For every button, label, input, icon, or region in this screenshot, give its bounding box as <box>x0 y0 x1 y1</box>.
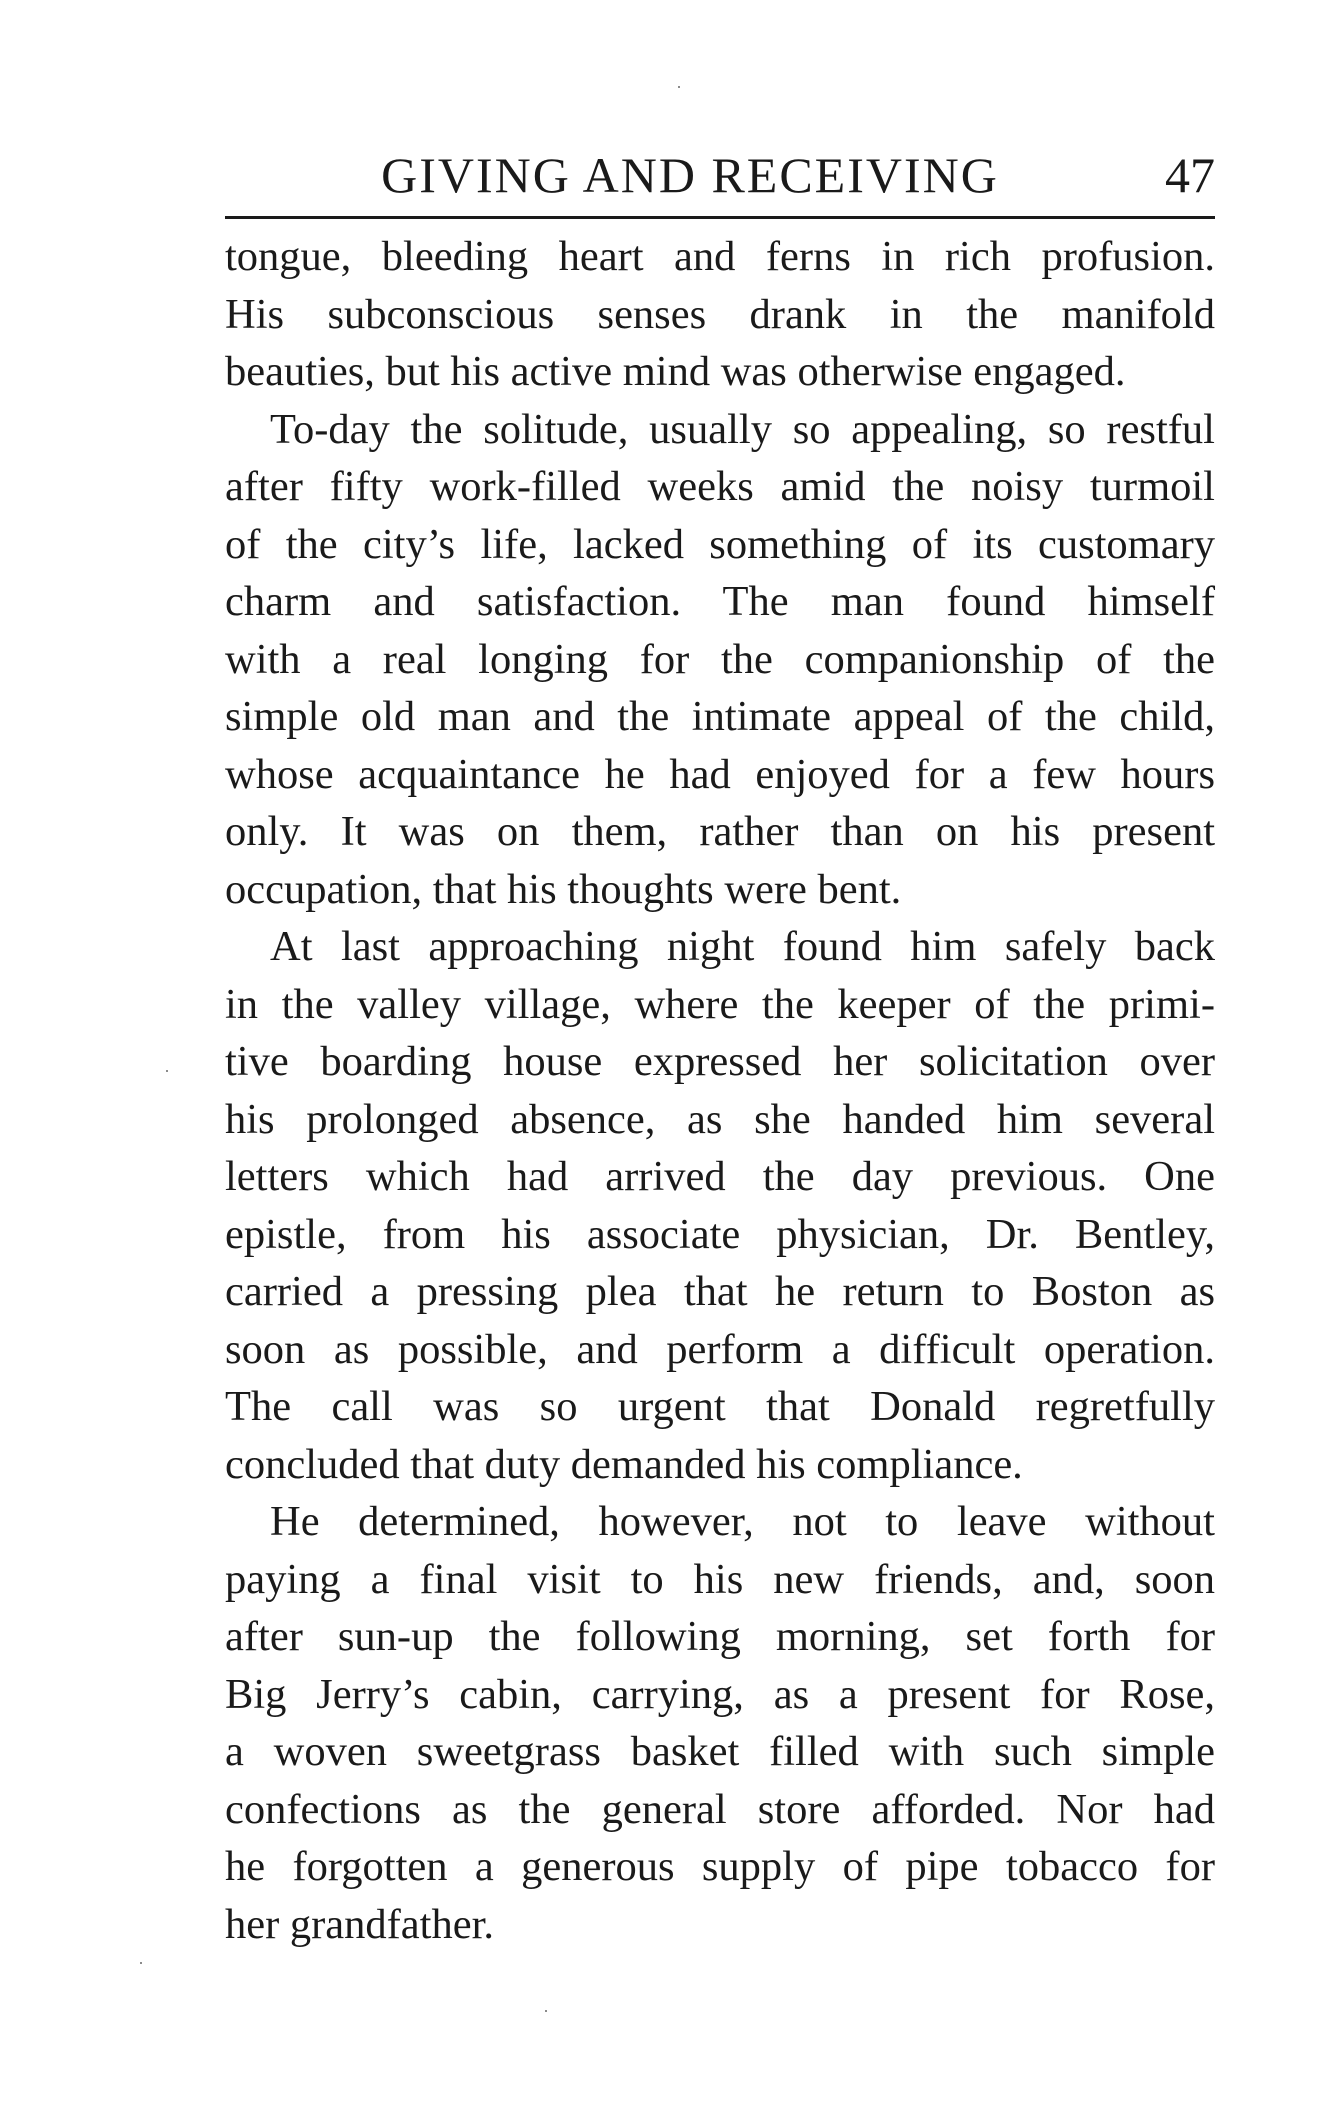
text-line: soon as possible, and perform a difficult operation. <box>225 1325 1215 1373</box>
text-line: tongue, bleeding heart and ferns in rich profusion. <box>225 233 1215 280</box>
text-line: beauties, but his active mind was otherwise engaged. <box>225 348 1126 395</box>
text-line: At last approaching night found him safely back <box>270 923 1215 970</box>
text-line: epistle, from his associate physician, Dr. Bentley, <box>225 1210 1215 1258</box>
text-line: he forgotten a generous supply of pipe tobacco for <box>225 1843 1215 1890</box>
text-line: tive boarding house expressed her solicitation over <box>225 1038 1215 1085</box>
text-line: whose acquaintance he had enjoyed for a few hours <box>225 750 1215 798</box>
header-rule <box>225 216 1215 219</box>
scan-speck <box>545 2010 547 2012</box>
running-title: GIVING AND RECEIVING <box>381 147 999 203</box>
text-line: His subconscious senses drank in the manifold <box>225 290 1215 338</box>
text-line: confections as the general store afforded. Nor had <box>225 1785 1215 1833</box>
text-line: with a real longing for the companionship of the <box>225 635 1215 683</box>
text-line: his prolonged absence, as she handed him several <box>225 1095 1215 1143</box>
text-line: concluded that duty demanded his compliance. <box>225 1440 1023 1488</box>
text-line: after sun-up the following morning, set forth for <box>225 1613 1215 1660</box>
text-line: paying a final visit to his new friends, and, soon <box>225 1555 1215 1603</box>
text-line: charm and satisfaction. The man found himself <box>225 578 1215 625</box>
text-line: after fifty work-filled weeks amid the noisy turmoil <box>225 463 1215 510</box>
text-line: a woven sweetgrass basket filled with such simple <box>225 1728 1215 1775</box>
page-header <box>225 140 1215 210</box>
text-line: carried a pressing plea that he return to Boston as <box>225 1268 1215 1315</box>
paragraph <box>225 401 1215 919</box>
scan-speck <box>678 86 680 88</box>
text-line: The call was so urgent that Donald regretfully <box>225 1383 1215 1430</box>
text-line: letters which had arrived the day previous. One <box>225 1153 1215 1200</box>
text-line: occupation, that his thoughts were bent. <box>225 865 902 913</box>
text-line: He determined, however, not to leave without <box>270 1498 1215 1545</box>
paragraph <box>225 918 1215 1493</box>
paragraph <box>225 228 1215 401</box>
text-line: Big Jerry’s cabin, carrying, as a present for Rose, <box>225 1670 1215 1718</box>
text-line: simple old man and the intimate appeal of the child, <box>225 693 1215 740</box>
text-line: of the city’s life, lacked something of its customary <box>225 520 1215 568</box>
text-line: in the valley village, where the keeper of the primi- <box>225 980 1215 1028</box>
text-line: only. It was on them, rather than on his present <box>225 808 1215 855</box>
scan-speck <box>140 1962 142 1964</box>
text-line: To-day the solitude, usually so appealing, so restful <box>270 405 1215 453</box>
body-text <box>225 228 1215 1953</box>
paragraph <box>225 1493 1215 1953</box>
text-line: her grandfather. <box>225 1900 495 1948</box>
page-number: 47 <box>1165 147 1215 203</box>
scan-speck <box>166 1070 168 1072</box>
